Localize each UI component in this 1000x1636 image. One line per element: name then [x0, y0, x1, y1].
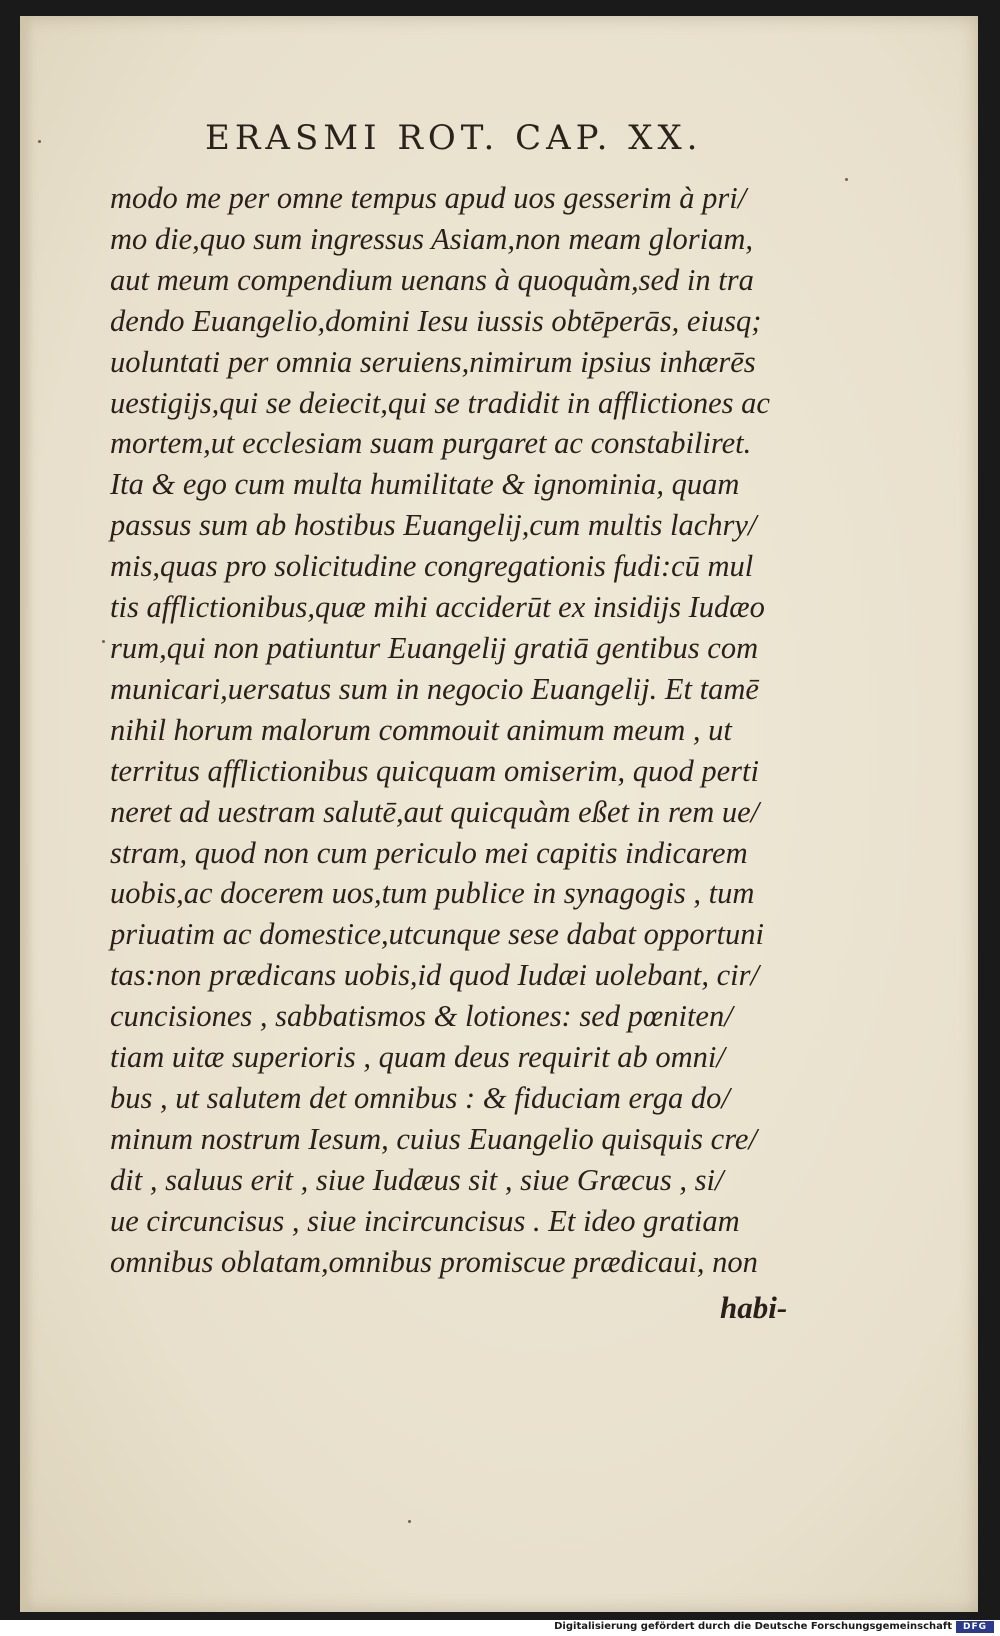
- footer-bar: [0, 1620, 1000, 1636]
- text-line: territus afflictionibus quicquam omiserim, quod perti: [110, 753, 759, 788]
- text-line: cuncisiones , sabbatismos & lotiones: sed pœniten/: [110, 999, 733, 1034]
- text-line: mis,quas pro solicitudine congregationis fudi:cū mul: [110, 549, 754, 584]
- body-text: [110, 178, 830, 1282]
- text-line: priuatim ac domestice,utcunque sese dabat opportuni: [110, 917, 764, 952]
- text-line: mo die,quo sum ingressus Asiam,non meam gloriam,: [110, 221, 754, 256]
- text-line: uoluntati per omnia seruiens,nimirum ipsius inhærēs: [110, 344, 756, 379]
- text-line: bus , ut salutem det omnibus : & fiduciam erga do/: [110, 1080, 730, 1115]
- text-line: tis afflictionibus,quæ mihi acciderūt ex insidijs Iudæo: [110, 590, 765, 625]
- dfg-logo: DFG: [956, 1621, 994, 1633]
- text-line: nihil horum malorum commouit animum meum , ut: [110, 712, 732, 747]
- funding-credit: Digitalisierung gefördert durch die Deutsche Forschungsgemeinschaft: [554, 1621, 952, 1632]
- text-line: uestigijs,qui se deiecit,qui se tradidit in afflictiones ac: [110, 385, 770, 420]
- text-line: Ita & ego cum multa humilitate & ignominia, quam: [110, 467, 740, 502]
- page-gutter-shadow: [20, 16, 34, 1612]
- text-line: stram, quod non cum periculo mei capitis indicarem: [110, 835, 748, 870]
- text-line: aut meum compendium uenans à quoquàm,sed in tra: [110, 262, 754, 297]
- paper-speck: [845, 178, 848, 181]
- text-line: municari,uersatus sum in negocio Euangelij. Et tamē: [110, 671, 759, 706]
- text-line: tiam uitæ superioris , quam deus requirit ab omni/: [110, 1040, 725, 1075]
- text-line: ue circuncisus , siue incircuncisus . Et ideo gratiam: [110, 1203, 740, 1238]
- text-line: rum,qui non patiuntur Euangelij gratiā gentibus com: [110, 630, 759, 665]
- paper-speck: [408, 1520, 411, 1523]
- running-head: ERASMI ROT. CAP. XX.: [205, 118, 703, 158]
- text-line: neret ad uestram salutē,aut quicquàm eßet in rem ue/: [110, 794, 760, 829]
- text-line: mortem,ut ecclesiam suam purgaret ac constabiliret.: [110, 426, 752, 461]
- text-line: omnibus oblatam,omnibus promiscue prædicaui, non: [110, 1244, 758, 1279]
- text-line: tas:non prædicans uobis,id quod Iudæi uolebant, cir/: [110, 958, 759, 993]
- text-line: dendo Euangelio,domini Iesu iussis obtēperās, eiusq;: [110, 303, 762, 338]
- text-line: uobis,ac docerem uos,tum publice in synagogis , tum: [110, 876, 755, 911]
- text-line: minum nostrum Iesum, cuius Euangelio quisquis cre/: [110, 1121, 757, 1156]
- paper-speck: [38, 140, 41, 143]
- text-line: passus sum ab hostibus Euangelij,cum multis lachry/: [110, 508, 757, 543]
- paper-speck: [102, 640, 105, 643]
- catchword: habi-: [720, 1290, 788, 1325]
- text-line: modo me per omne tempus apud uos gesserim à pri/: [110, 181, 747, 215]
- text-line: dit , saluus erit , siue Iudæus sit , siue Græcus , si/: [110, 1162, 724, 1197]
